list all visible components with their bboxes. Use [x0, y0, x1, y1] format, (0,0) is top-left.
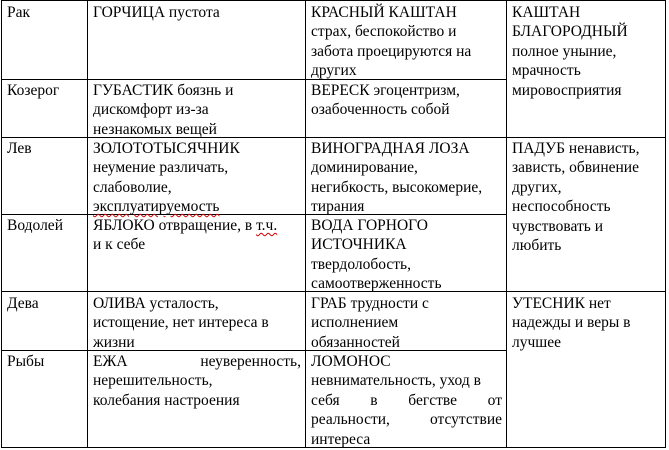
border-top — [1, 0, 666, 1]
remedy-rak-2: КРАСНЫЙ КАШТАН страх, беспокойство и забота проецируются на других — [311, 4, 472, 80]
col-divider — [506, 0, 507, 448]
col-divider — [87, 0, 88, 448]
remedy-lev-2: ВИНОГРАДНАЯ ЛОЗА доминирование, негибкость, высокомерие, тирания — [311, 140, 483, 216]
sign-kozerog: Козерог — [7, 82, 60, 99]
border-right — [665, 0, 666, 448]
remedy-deva-2: ГРАБ трудности с исполнением обязанностей — [311, 295, 429, 351]
remedy-ryby-2: ЛОМОНОС невнимательность, уход в себя в бегстве от реальности, отсутствие интереса — [311, 353, 502, 448]
remedy-rak-1: ГОРЧИЦА пустота — [93, 4, 220, 21]
remedy-vodoley-1: ЯБЛОКО отвращение, в т.ч. и к себе — [93, 217, 278, 254]
sign-vodoley: Водолей — [7, 217, 63, 234]
sign-deva: Дева — [7, 295, 39, 312]
sign-ryby: Рыбы — [7, 353, 45, 370]
remedy-ryby-1: ЕЖА неуверенность, нерешительность, колебания настроения — [93, 353, 301, 409]
remedy-deva-ryby-3: УТЕСНИК нет надежды и веры в лучшее — [512, 295, 631, 351]
remedy-kozerog-1: ГУБАСТИК боязнь и дискомфорт из-за незнакомых вещей — [93, 82, 234, 138]
remedy-lev-1: ЗОЛОТОТЫСЯЧНИК неумение различать, слабоволие, эксплуатируемость — [93, 140, 240, 216]
col-divider — [305, 0, 306, 448]
sign-lev: Лев — [7, 140, 32, 157]
border-left — [1, 0, 2, 448]
remedy-lev-vodoley-3: ПАДУБ ненависть, зависть, обвинение других, неспособность чувствовать и любить — [512, 140, 640, 255]
remedy-kozerog-2: ВЕРЕСК эгоцентризм, озабоченность собой — [311, 82, 460, 119]
sign-rak: Рак — [7, 4, 31, 21]
remedy-rak-kozerog-3: КАШТАН БЛАГОРОДНЫЙ полное уныние, мрачность мировосприятия — [512, 4, 628, 99]
remedy-deva-1: ОЛИВА усталость, истощение, нет интереса в жизни — [93, 295, 269, 351]
remedy-vodoley-2: ВОДА ГОРНОГО ИСТОЧНИКА твердолобость, самоотверженность — [311, 217, 442, 293]
zodiac-flower-table — [1, 0, 666, 448]
